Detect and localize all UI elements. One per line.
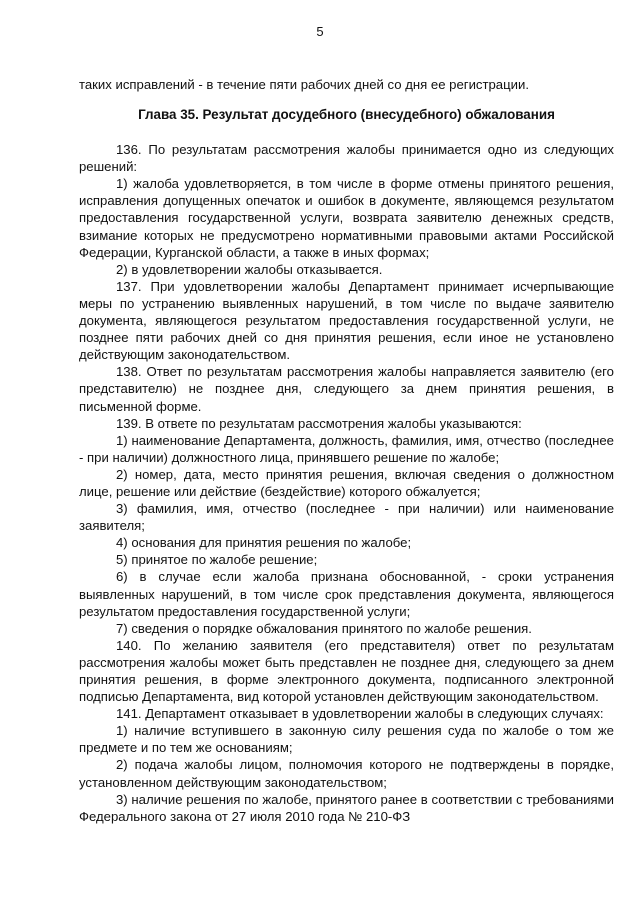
paragraph-139-item-5: 5) принятое по жалобе решение; bbox=[116, 552, 318, 568]
paragraph-136-item-1: 1) жалоба удовлетворяется, в том числе в форме отмены принятого решения, исправления допущенных опечаток и ошибок в документе, являющемся результатом предоставления государственной услуги, возврата заявителю денежных средств, взимание которых не предусмотрено нормативными правовыми актами Российской Федерации, Курганской области, а также в иных формах; bbox=[79, 176, 614, 260]
page-number: 5 bbox=[316, 24, 324, 39]
lead-text: таких исправлений - в течение пяти рабочих дней со дня ее регистрации. bbox=[79, 77, 529, 92]
paragraph-141-item-2: 2) подача жалобы лицом, полномочия которого не подтверждены в порядке, установленном действующим законодательством; bbox=[79, 757, 614, 790]
chapter-title: Глава 35. Результат досудебного (внесудебного) обжалования bbox=[138, 107, 555, 123]
paragraph-137: 137. При удовлетворении жалобы Департамент принимает исчерпывающие меры по устранению выявленных нарушений, в том числе по выдаче заявителю документа, являющегося результатом предоставления государственной услуги, не позднее пяти рабочих дней со дня принятия решения, если иное не установлено действующим законодательством. bbox=[79, 278, 614, 363]
paragraph-139-item-3: 3) фамилия, имя, отчество (последнее - при наличии) или наименование заявителя; bbox=[79, 501, 614, 534]
paragraph-138: 138. Ответ по результатам рассмотрения жалобы направляется заявителю (его представителю) не позднее дня, следующего за днем принятия решения, в письменной форме. bbox=[79, 364, 614, 414]
paragraph-139-item-4: 4) основания для принятия решения по жалобе; bbox=[116, 535, 412, 551]
paragraph-136-item-2: 2) в удовлетворении жалобы отказывается. bbox=[116, 261, 383, 277]
paragraph-139-item-2: 2) номер, дата, место принятия решения, включая сведения о должностном лице, решение или действие (бездействие) которого обжалуется; bbox=[79, 466, 614, 499]
paragraph-141-item-3: 3) наличие решения по жалобе, принятого ранее в соответствии с требованиями Федерального закона от 27 июля 2010 года № 210-ФЗ bbox=[79, 791, 614, 824]
paragraph-141: 141. Департамент отказывает в удовлетворении жалобы в следующих случаях: bbox=[116, 706, 604, 722]
paragraph-139-item-7: 7) сведения о порядке обжалования принятого по жалобе решения. bbox=[116, 620, 532, 636]
paragraph-136: 136. По результатам рассмотрения жалобы принимается одно из следующих решений: bbox=[79, 142, 614, 175]
paragraph-141-item-1: 1) наличие вступившего в законную силу решения суда по жалобе о том же предмете и по тем же основаниям; bbox=[79, 723, 614, 756]
paragraph-139-item-1: 1) наименование Департамента, должность, фамилия, имя, отчество (последнее - при наличии) должностного лица, принявшего решение по жалобе; bbox=[79, 432, 614, 465]
document-body bbox=[79, 76, 614, 825]
paragraph-139-item-6: 6) в случае если жалоба признана обоснованной, - сроки устранения выявленных нарушений, в том числе срок представления документа, являющегося результатом предоставления государственной услуги; bbox=[79, 569, 614, 619]
paragraph-140: 140. По желанию заявителя (его представителя) ответ по результатам рассмотрения жалобы может быть представлен не позднее дня, следующего за днем принятия решения, в форме электронного документа, подписанного электронной подписью Департамента, вид которой установлен действующим законодательством. bbox=[79, 637, 614, 705]
paragraph-139: 139. В ответе по результатам рассмотрения жалобы указываются: bbox=[116, 415, 522, 431]
